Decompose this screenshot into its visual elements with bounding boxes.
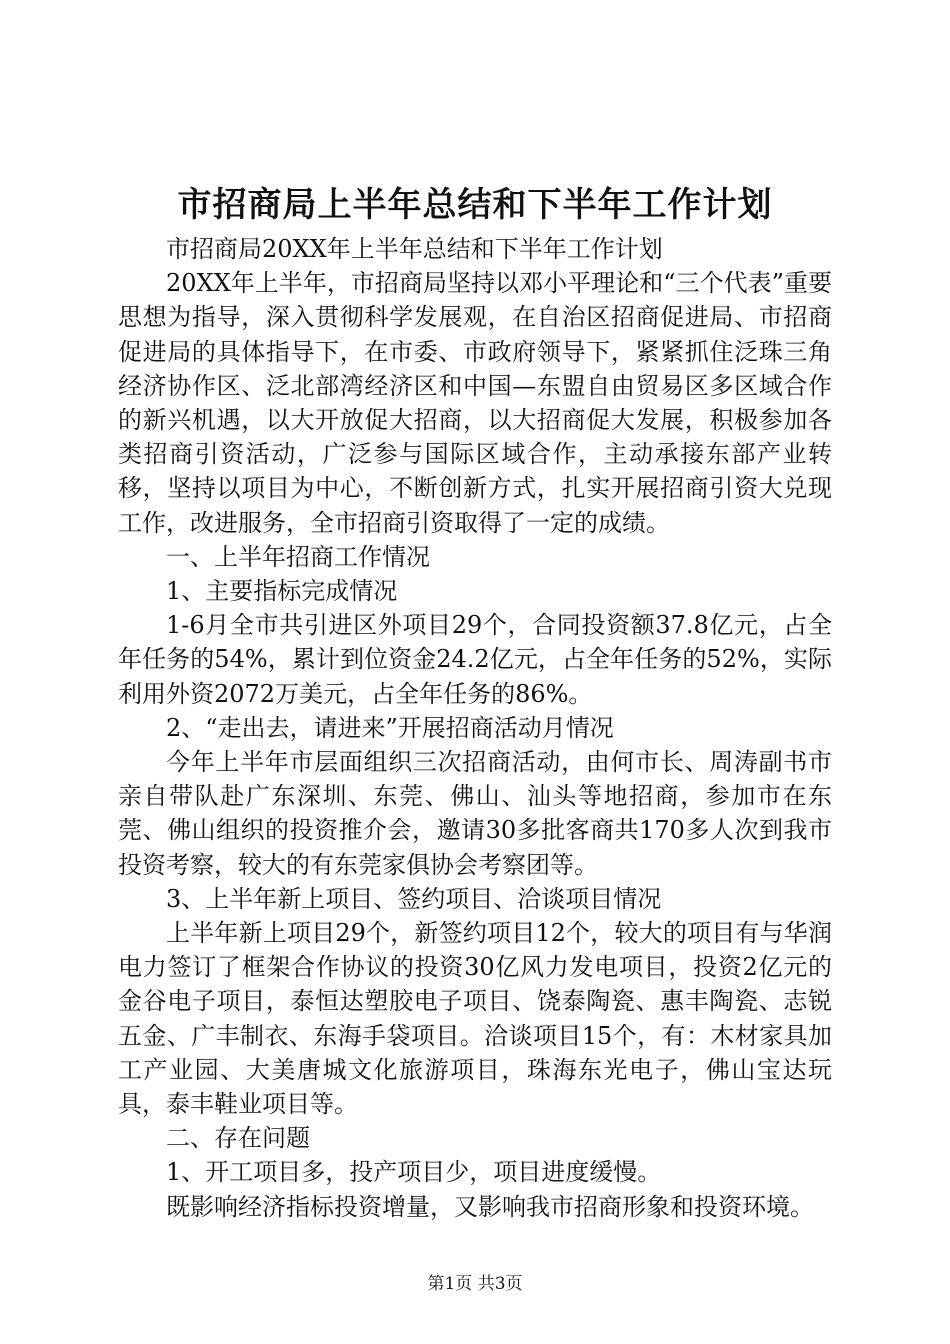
paragraph-projects: 上半年新上项目29个，新签约项目12个，较大的项目有与华润电力签订了框架合作协议的投资30亿风力发电项目，投资2亿元的金谷电子项目，泰恒达塑胶电子项目、饶泰陶瓷、惠丰陶瓷、志锐五金、广丰制衣、东海手袋项目。洽谈项目15个，有：木材家具加工产业园、大美唐城文化旅游项目，珠海东光电子，佛山宝达玩具，泰丰鞋业项目等。 [118, 919, 832, 1119]
paragraph-overview: 20XX年上半年，市招商局坚持以邓小平理论和“三个代表”重要思想为指导，深入贯彻科学发展观，在自治区招商促进局、市招商促进局的具体指导下，在市委、市政府领导下，紧紧抓住泛珠三角经济协作区、泛北部湾经济区和中国—东盟自由贸易区多区域合作的新兴机遇，以大开放促大招商，以大招商促大发展，积极参加各类招商引资活动，广泛参与国际区域合作，主动承接东部产业转移，坚持以项目为中心，不断创新方式，扎实开展招商引资大兑现工作，改进服务，全市招商引资取得了一定的成绩。 [118, 269, 832, 537]
paragraph-subtitle: 市招商局20XX年上半年总结和下半年工作计划 [166, 235, 663, 263]
section-heading-2: 二、存在问题 [166, 1124, 310, 1153]
subsection-heading-1-3: 3、上半年新上项目、签约项目、洽谈项目情况 [166, 884, 662, 913]
paragraph-indicators: 1-6月全市共引进区外项目29个，合同投资额37.8亿元，占全年任务的54%，累计到位资金24.2亿元，占全年任务的52%，实际利用外资2072万美元，占全年任务的86%。 [118, 611, 832, 708]
subsection-heading-1-1: 1、主要指标完成情况 [166, 577, 398, 606]
paragraph-activities: 今年上半年市层面组织三次招商活动，由何市长、周涛副书市亲自带队赴广东深圳、东莞、佛山、汕头等地招商，参加市在东莞、佛山组织的投资推介会，邀请30多批客商共170多人次到我市投资考察，较大的有东莞家俱协会考察团等。 [118, 748, 832, 879]
page-number: 第1页 共3页 [427, 1274, 523, 1294]
paragraph-impact: 既影响经济指标投资增量，又影响我市招商形象和投资环境。 [166, 1192, 814, 1221]
section-heading-1: 一、上半年招商工作情况 [166, 542, 430, 571]
subsection-heading-1-2: 2、“走出去，请进来”开展招商活动月情况 [166, 713, 614, 742]
document-title: 市招商局上半年总结和下半年工作计划 [177, 185, 773, 225]
subsection-heading-2-1: 1、开工项目多，投产项目少，项目进度缓慢。 [166, 1158, 662, 1187]
document-body [118, 232, 832, 1224]
